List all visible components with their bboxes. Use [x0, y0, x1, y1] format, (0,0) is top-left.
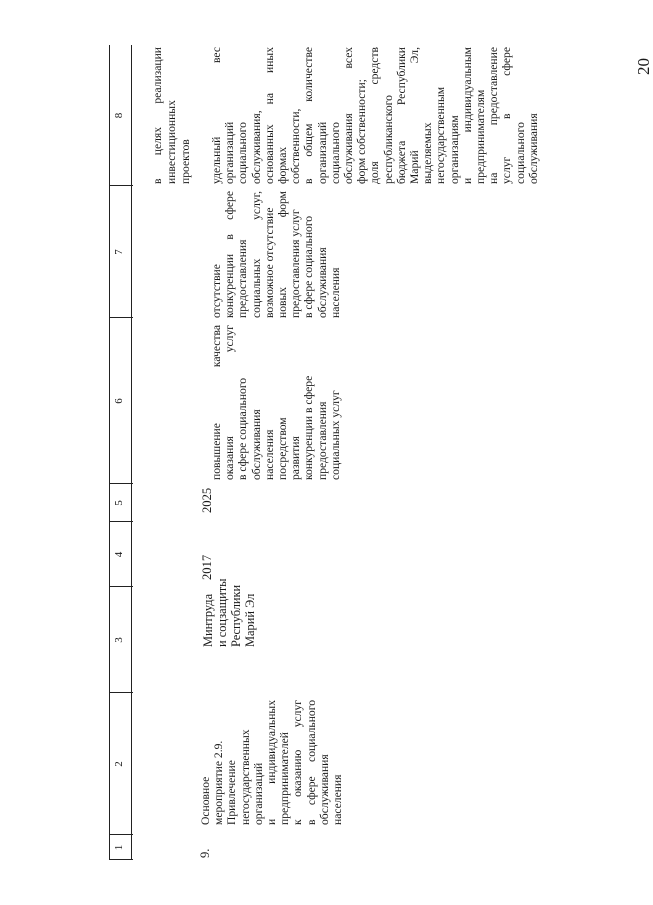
text-line: Республики [229, 584, 243, 647]
text-line: и соцзащиты [215, 578, 229, 647]
text-line: Основное [199, 776, 212, 825]
header-bottom-border [131, 45, 132, 860]
text-line: предоставления [315, 401, 329, 480]
text-line: посредством [276, 417, 290, 480]
text-line: предоставления услуг [289, 209, 303, 318]
text-line: повышение качества [210, 325, 223, 480]
text-line: основанных на иных [262, 47, 276, 184]
text-line: обслуживания [526, 113, 540, 184]
text-line: обслуживания [317, 754, 331, 825]
executor-cell [201, 577, 257, 647]
text-line: организаций [251, 762, 265, 825]
text-line: в целях реализации [151, 47, 164, 184]
text-line: мероприятие 2.9. [212, 740, 226, 825]
text-line: Марий Эл, [408, 47, 422, 184]
column-number: 2 [113, 761, 125, 767]
text-line: социальных услуг, [249, 191, 263, 318]
indicator-cell [210, 47, 540, 184]
text-line: доля средств [368, 47, 382, 184]
text-line: форм собственности; [355, 79, 369, 184]
text-line: обслуживания всех [342, 47, 356, 184]
text-line: к оказанию услуг [291, 700, 305, 825]
text-line: населения [328, 267, 342, 318]
text-line: Марий Эл [243, 593, 257, 647]
text-line: бюджета Республики [394, 47, 408, 184]
text-line: Минтруда [201, 593, 215, 647]
text-line: новых форм [276, 191, 290, 318]
text-line: и индивидуальных [265, 700, 279, 825]
indicator-continuation-cell [151, 47, 193, 184]
text-line: оказания услуг [223, 325, 237, 480]
text-line: конкуренции в сфере [223, 191, 237, 318]
table-top-border [109, 45, 110, 860]
text-line: инвестиционных [165, 100, 178, 184]
text-line: социального [513, 122, 527, 184]
column-number: 6 [113, 398, 125, 404]
text-line: обслуживания [249, 409, 263, 480]
start-year-cell: 2017 [200, 554, 214, 580]
text-line: в сфере социального [302, 215, 316, 318]
measure-name-cell [199, 700, 344, 825]
text-line: предоставления [236, 239, 250, 318]
text-line: социального [328, 122, 342, 184]
page-number: 20 [634, 58, 653, 75]
text-line: формах [276, 146, 290, 184]
text-line: социального [236, 122, 250, 184]
text-line: предпринимателей [278, 732, 292, 825]
text-line: обслуживания, [249, 110, 263, 184]
text-line: населения [331, 774, 345, 825]
column-number: 3 [113, 637, 125, 643]
text-line: социальных услуг [328, 390, 342, 480]
text-line: конкуренции в сфере [302, 375, 316, 480]
text-line: удельный вес [210, 47, 223, 184]
text-line: организаций [223, 121, 237, 184]
text-line: населения [262, 429, 276, 480]
text-line: проектов [179, 139, 192, 184]
text-line: обслуживания [315, 247, 329, 318]
column-number: 1 [113, 844, 125, 851]
row-number: 9. [198, 848, 212, 858]
text-line: негосударственным [434, 86, 448, 184]
text-line: республиканского [381, 95, 395, 184]
text-line: негосударственных [238, 729, 252, 825]
text-line: выделяемых [421, 122, 435, 184]
column-number: 4 [113, 551, 125, 558]
consequences-cell [210, 191, 342, 318]
expected-result-cell [210, 325, 342, 480]
text-line: в общем количестве [302, 47, 316, 184]
text-line: собственности, [289, 108, 303, 184]
text-line: услуг в сфере [500, 47, 514, 184]
column-number: 5 [113, 500, 125, 506]
column-number: 7 [113, 249, 125, 255]
text-line: организаций [315, 121, 329, 184]
text-line: отсутствие [210, 264, 223, 318]
text-line: предпринимателям [474, 89, 488, 184]
end-year-cell: 2025 [200, 487, 214, 513]
text-line: в сфере социального [304, 700, 318, 825]
text-line: организациям [447, 115, 461, 184]
text-line: и индивидуальным [460, 47, 474, 184]
column-number: 8 [113, 112, 125, 119]
text-line: возможное отсутствие [262, 207, 276, 318]
text-line: Привлечение [225, 760, 239, 825]
text-line: в сфере социального [236, 377, 250, 480]
text-line: на предоставление [487, 47, 501, 184]
text-line: развития [289, 436, 303, 480]
